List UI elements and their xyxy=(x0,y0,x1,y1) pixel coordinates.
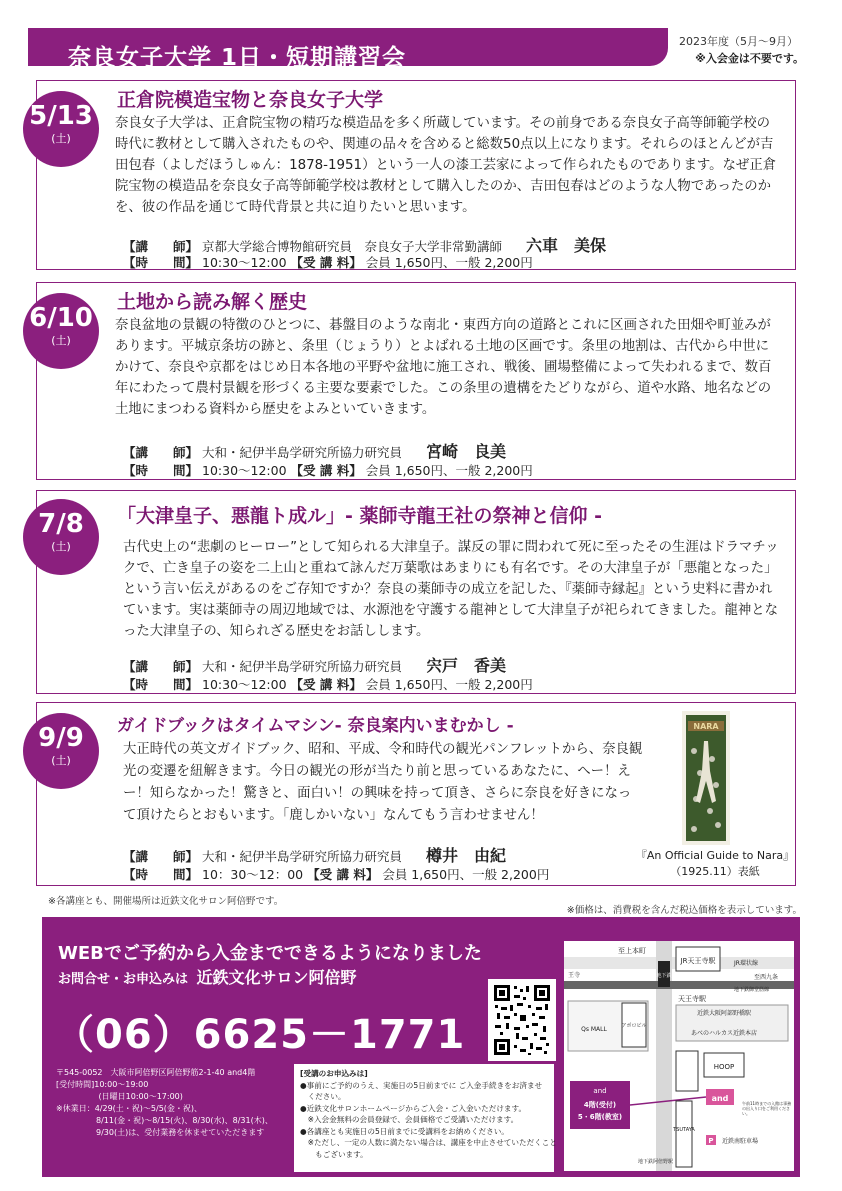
time-value: 10：30～12：00 xyxy=(202,867,304,882)
fee-value: 会員 1,650円、一般 2,200円 xyxy=(365,677,533,692)
lecturer-affiliation: 大和・紀伊半島学研究所協力研究員 xyxy=(202,659,403,674)
lecture-title: 正倉院模造宝物と奈良女子大学 xyxy=(117,89,384,111)
notice-item: もございます。 xyxy=(300,1149,368,1159)
time-value: 10:30～12:00 xyxy=(202,677,287,692)
application-notice xyxy=(294,1064,557,1172)
lecturer-row xyxy=(123,653,506,676)
lecture-body: 古代史上の“悲劇のヒーロー”として知られる大津皇子。謀反の罪に問われて死に至ったその生涯はドラマチックで、亡き皇子の姿を二上山と重ねて詠んだ万葉歌はあまりにも有名です。その大津皇子が「悪龍となった」という言い伝えがあるのをご存知ですか？奈良の薬師寺の成立を記した、『薬師寺縁起』という史料に書かれています。実は薬師寺の周辺地域では、水源池を守護する龍神として大津皇子が祀られてきました。龍神となった大津皇子の、知られざる歴史をお話しします。 xyxy=(123,540,779,639)
time-label: 【時 間】 xyxy=(123,677,199,692)
map-apollo: アポロビル xyxy=(621,1023,647,1029)
lecturer-name: 六車 美保 xyxy=(526,236,607,255)
map-and-floor: 4階(受付) xyxy=(583,1101,617,1109)
date-text: 9/9 xyxy=(38,723,84,753)
salon-name: 近鉄文化サロン阿倍野 xyxy=(196,968,357,987)
notice-title: [受講のお申込みは] xyxy=(300,1069,368,1078)
date-badge xyxy=(23,713,99,789)
lecture-title: 「大津皇子、悪龍ト成ル」- 薬師寺龍王社の祭神と信仰 - xyxy=(117,505,603,527)
lecturer-row xyxy=(123,439,506,462)
photo-caption-title: 『An Official Guide to Nara』 xyxy=(635,849,795,862)
lecturer-affiliation: 大和・紀伊半島学研究所協力研究員 xyxy=(202,849,403,864)
date-text: 5/13 xyxy=(29,101,93,131)
guidebook-cover-title: NARA xyxy=(693,722,719,731)
time-label: 【時 間】 xyxy=(123,463,199,478)
time-row xyxy=(123,253,533,271)
date-badge xyxy=(23,499,99,575)
lecturer-row xyxy=(123,843,506,866)
lecturer-name: 宍戸 香美 xyxy=(426,656,507,675)
lecture-card xyxy=(36,490,796,694)
map-and-building: and xyxy=(711,1094,729,1103)
page-title: 奈良女子大学 1日・短期講習会 xyxy=(68,45,407,71)
footnote-venue: ※各講座とも、開催場所は近鉄文化サロン阿倍野です。 xyxy=(48,896,284,907)
map-harukas: あべのハルカス近鉄本店 xyxy=(690,1030,758,1037)
map-kintetsu: 近鉄大阪阿部野橋駅 xyxy=(696,1010,752,1017)
fee-value: 会員 1,650円、一般 2,200円 xyxy=(365,255,533,270)
guidebook-cover-icon xyxy=(682,711,730,845)
date-text: 6/10 xyxy=(29,303,93,333)
day-text: (土) xyxy=(51,754,71,767)
photo-caption-date: （1925.11）表紙 xyxy=(670,865,760,878)
lecture-card xyxy=(29,80,796,270)
qr-code[interactable] xyxy=(488,979,556,1061)
svg-text:P: P xyxy=(708,1137,714,1145)
map-metro: 地下鉄 xyxy=(656,973,672,979)
fee-value: 会員 1,650円、一般 2,200円 xyxy=(365,463,533,478)
access-map xyxy=(564,941,794,1171)
map-subway-shop: 地下鉄御堂筋線 xyxy=(734,987,770,993)
lecturer-affiliation: 大和・紀伊半島学研究所協力研究員 xyxy=(202,445,403,460)
phone-number[interactable]: （06）6625－1771 xyxy=(54,1012,466,1058)
day-text: (土) xyxy=(51,132,71,145)
time-value: 10:30～12:00 xyxy=(202,463,287,478)
address-block: 〒545-0052 大阪市阿倍野区阿倍野筋2-1-40 and4階 [受付時間]10:00～19:00 (日曜日10:00～17:00) ※休業日：4/29(土・祝)～5/5(金・祝)、 8/11(金・祝)～8/15(火)、8/30(水)、8/31(木)、 9/30(土)は、受付業務を休ませていただきます xyxy=(56,1068,273,1137)
web-booking-text: WEBでご予約から入金までできるようになりました xyxy=(58,943,482,964)
lecturer-name: 樽井 由紀 xyxy=(426,846,507,865)
map-label-oji: 王寺 xyxy=(568,972,581,979)
map-and-floor2: 5・6階(教室) xyxy=(577,1113,623,1121)
fee-label: 【受 講 料】 xyxy=(290,255,362,270)
lecture-body: 奈良盆地の景観の特徴のひとつに、碁盤目のような南北・東西方向の道路とこれに区画された田畑や町並みがあります。平城京条坊の跡と、条里（じょうり）とよばれる土地の区画です。条里の地割は、古代から中世にかけて、奈良や京都をはじめ日本各地の平野や盆地に施工され、戦後、圃場整備によって失われるまで、数百年にわたって農村景観を形づくる主要な要素でした。この条里の遺構をたどりながら、道や水路、地名などの土地にまつわる資料から歴史をよみといていきます。 xyxy=(115,318,772,417)
notice-item: ●事前にご予約のうえ、実施日の5日前までに ご入金手続きをお済ませ xyxy=(300,1080,543,1090)
map-jr-line: JR環状線 xyxy=(734,960,758,967)
lecturer-affiliation: 京都大学総合博物館研究員 奈良女子大学非常勤講師 xyxy=(202,239,503,254)
fee-label: 【受 講 料】 xyxy=(290,677,362,692)
map-hoop: HOOP xyxy=(713,1063,735,1071)
lecture-body: 奈良女子大学は、正倉院宝物の精巧な模造品を多く所蔵しています。その前身である奈良女子高等師範学校の時代に教材として購入されたものや、関連の品々を含めると総数50点以上になります。それらのほとんどが吉田包春（よしだほうしゅん：1878-1951）という一人の漆工芸家によって作られたものであります。なぜ正倉院宝物の模造品を奈良女子高等師範学校は教材として購入したのか、吉田包春はどのような人物であったのかを、彼の作品を通じて時代背景と共に迫りたいと思います。 xyxy=(115,116,777,215)
fee-value: 会員 1,650円、一般 2,200円 xyxy=(382,867,550,882)
header-year: 2023年度（5月～9月） xyxy=(679,35,798,48)
contact-line xyxy=(58,965,357,988)
lecture-card xyxy=(29,282,796,480)
lecturer-name: 宮崎 良美 xyxy=(426,442,507,461)
time-label: 【時 間】 xyxy=(123,255,199,270)
guidebook-cover-image xyxy=(682,711,730,845)
map-label-right: 至西九条 xyxy=(754,974,779,981)
map-label-top: 至上本町 xyxy=(618,947,646,955)
date-badge xyxy=(23,293,99,369)
time-value: 10:30～12:00 xyxy=(202,255,287,270)
lecturer-label: 【講 師】 xyxy=(123,445,199,460)
lecture-title: ガイドブックはタイムマシン- 奈良案内いまむかし - xyxy=(117,716,514,736)
day-text: (土) xyxy=(51,540,71,553)
notice-item: ※ただし、一定の人数に満たない場合は、講座を中止させていただくこと xyxy=(300,1138,557,1147)
lecturer-label: 【講 師】 xyxy=(123,659,199,674)
lecture-title: 土地から読み解く歴史 xyxy=(117,291,308,313)
lecture-body: 大正時代の英文ガイドブック、昭和、平成、令和時代の観光パンフレットから、奈良観光の変遷を紐解きます。今日の観光の形が当たり前と思っているあなたに、へー！えー！知らなかった！驚きと、面白い！の興味を持って頂き、さらに奈良を好きになって頂けたらとおもいます。「鹿しかいない」なんてもう言わせません！ xyxy=(123,742,643,823)
footnote-tax: ※価格は、消費税を含んだ税込価格を表示しています。 xyxy=(566,905,802,916)
lecturer-label: 【講 師】 xyxy=(123,239,199,254)
notice-item: ください。 xyxy=(300,1092,346,1101)
fee-label: 【受 講 料】 xyxy=(307,867,379,882)
access-map-svg xyxy=(564,941,794,1171)
map-tsutaya: TSUTAYA xyxy=(673,1127,695,1133)
map-parking: 近鉄南駐車場 xyxy=(722,1138,759,1145)
notice-item: ※入会金無料の会員登録で、会員価格でご受講いただけます。 xyxy=(300,1115,519,1124)
date-badge xyxy=(23,91,99,167)
map-tennoji: 天王寺駅 xyxy=(678,995,706,1003)
time-row xyxy=(123,675,533,693)
map-q-mall: Qs MALL xyxy=(581,1026,607,1033)
time-row xyxy=(123,461,533,479)
header xyxy=(28,22,808,74)
map-jr-station: JR天王寺駅 xyxy=(680,957,716,965)
notice-item: ●近鉄文化サロンホームページからご入会・ご入金いただけます。 xyxy=(300,1103,527,1113)
time-label: 【時 間】 xyxy=(123,867,199,882)
time-row xyxy=(123,865,549,883)
fee-label: 【受 講 料】 xyxy=(290,463,362,478)
map-and-note: 午前11時までの入館は事務の出入り口をご利用ください。 xyxy=(742,1101,792,1116)
header-banner xyxy=(28,28,668,71)
map-station-south: 地下鉄阿倍野駅 xyxy=(638,1159,674,1165)
header-note: ※入会金は不要です。 xyxy=(695,52,804,65)
lecturer-label: 【講 師】 xyxy=(123,849,199,864)
day-text: (土) xyxy=(51,334,71,347)
contact-prefix: お問合せ・お申込みは xyxy=(58,972,189,987)
qr-code-icon xyxy=(492,983,552,1057)
contact-section xyxy=(42,917,800,1177)
notice-item: ●各講座とも実施日の5日前までに受講料をお納めください。 xyxy=(300,1126,509,1136)
date-text: 7/8 xyxy=(38,509,84,539)
map-and-label: and xyxy=(593,1087,607,1095)
photo-caption xyxy=(630,848,800,880)
